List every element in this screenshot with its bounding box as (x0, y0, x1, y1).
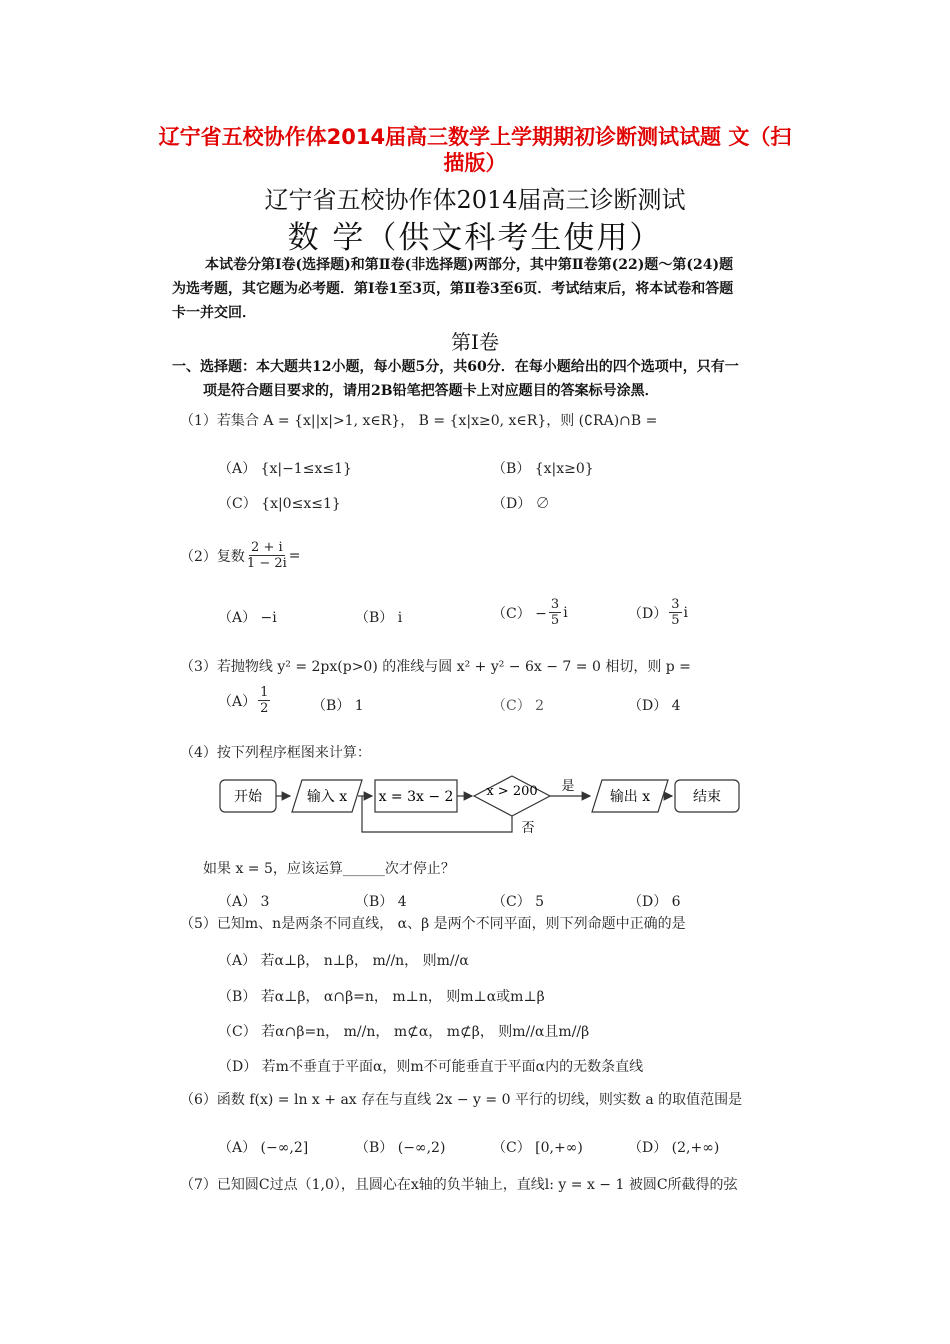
q4-question: 如果 x = 5，应该运算______次才停止？ (203, 861, 455, 877)
q2-option-b: （B） i (355, 610, 403, 626)
q5-stem: （5）已知m、n是两条不同直线， α、β 是两个不同平面，则下列命题中正确的是 (180, 916, 686, 932)
q2-option-c-label: （C） − (492, 605, 547, 622)
q6-stem: （6）函数 f(x) = ln x + ax 存在与直线 2x − y = 0 平行的切线，则实数 a 的取值范围是 (180, 1092, 743, 1108)
q4-option-d: （D） 6 (628, 894, 681, 910)
flow-decision-label: x > 200 (486, 784, 538, 799)
q6-option-d: （D） (2,+∞) (628, 1140, 720, 1156)
q2-prefix: （2）复数 (180, 548, 245, 565)
flow-start-label: 开始 (234, 789, 262, 805)
q6-option-b: （B） (−∞,2) (355, 1140, 446, 1156)
q3-option-d: （D） 4 (628, 698, 681, 714)
flow-no-label: 否 (521, 821, 535, 836)
q2-option-d (628, 597, 688, 628)
section-title: 第Ⅰ卷 (451, 330, 499, 354)
q2-option-d-fraction (669, 597, 681, 628)
q5-option-c: （C） 若α∩β=n， m//n， m⊄α， m⊄β， 则m//α且m//β (218, 1024, 590, 1040)
flow-yes-label: 是 (561, 779, 575, 794)
q4-option-b: （B） 4 (355, 894, 407, 910)
q2-numerator: 2 + i (251, 540, 283, 555)
intro-line-3: 卡一并交回． (172, 305, 256, 321)
document-title-line2: 描版） (443, 151, 507, 175)
q2-stem (180, 540, 301, 571)
q6-option-a: （A） (−∞,2] (218, 1140, 309, 1156)
intro-line-1: 本试卷分第Ⅰ卷(选择题)和第Ⅱ卷(非选择题)两部分，其中第Ⅱ卷第(22)题～第(24)题 (205, 257, 734, 273)
q7-stem: （7）已知圆C过点（1,0），且圆心在x轴的负半轴上，直线l: y = x − 1 被圆C所截得的弦 (180, 1177, 738, 1193)
exam-subject: 数 学（供文科考生使用） (287, 220, 663, 256)
q2-option-d-num: 3 (671, 597, 680, 612)
q2-option-d-den: 5 (671, 613, 680, 628)
q1-option-b: （B） {x|x≥0} (492, 461, 594, 477)
q6-option-c: （C） [0,+∞) (492, 1140, 583, 1156)
q2-option-c-fraction (549, 597, 561, 628)
q5-option-d: （D） 若m不垂直于平面α，则m不可能垂直于平面α内的无数条直线 (218, 1059, 644, 1075)
q2-suffix: = (288, 547, 301, 564)
q4-option-a: （A） 3 (218, 894, 270, 910)
q5-option-b: （B） 若α⊥β， α∩β=n， m⊥n， 则m⊥α或m⊥β (218, 989, 545, 1005)
q3-stem: （3）若抛物线 y² = 2px(p>0) 的准线与圆 x² + y² − 6x − 7 = 0 相切，则 p = (180, 659, 691, 675)
q2-option-d-label: （D） (628, 605, 668, 622)
q3-option-b: （B） 1 (312, 698, 364, 714)
q3-option-a (218, 685, 272, 716)
q2-option-c-unit: i (563, 604, 568, 621)
flow-output-label: 输出 x (609, 789, 651, 805)
q4-flowchart (210, 770, 750, 840)
document-title-line1: 辽宁省五校协作体2014届高三数学上学期期初诊断测试试题 文（扫 (158, 125, 792, 149)
flow-process-label: x = 3x − 2 (378, 789, 454, 805)
q1-stem: （1）若集合 A = {x||x|>1, x∈R}， B = {x|x≥0, x∈R}，则 (∁RA)∩B = (180, 413, 658, 429)
q3-option-a-den: 2 (260, 701, 269, 716)
exam-title: 辽宁省五校协作体2014届高三诊断测试 (264, 186, 686, 214)
instructions-line-1: 一、选择题：本大题共12小题，每小题5分，共60分．在每小题给出的四个选项中，只有一 (172, 359, 739, 375)
q3-option-a-label: （A） (218, 693, 257, 710)
intro-line-2: 为选考题，其它题为必考题．第Ⅰ卷1至3页，第Ⅱ卷3至6页．考试结束后，将本试卷和答题 (172, 281, 734, 297)
q3-option-a-num: 1 (260, 685, 269, 700)
q4-option-c: （C） 5 (492, 894, 545, 910)
q1-option-a: （A） {x|−1≤x≤1} (218, 461, 352, 477)
q1-option-c: （C） {x|0≤x≤1} (218, 496, 341, 512)
q4-stem: （4）按下列程序框图来计算： (180, 745, 371, 761)
q1-option-d: （D） ∅ (492, 496, 550, 512)
q2-option-d-unit: i (683, 604, 688, 621)
instructions-line-2: 项是符合题目要求的，请用2B铅笔把答题卡上对应题目的答案标号涂黑． (203, 383, 659, 399)
q2-denominator: 1 − 2i (246, 556, 287, 571)
q3-option-a-fraction (258, 685, 270, 716)
flow-input-label: 输入 x (306, 789, 348, 805)
q2-option-c-den: 5 (550, 613, 560, 628)
q5-option-a: （A） 若α⊥β， n⊥β， m//n， 则m//α (218, 953, 469, 969)
flow-end-label: 结束 (693, 789, 721, 805)
q2-fraction (247, 540, 287, 571)
q3-option-c: （C） 2 (492, 698, 545, 714)
q2-option-c-num: 3 (550, 597, 560, 612)
q2-option-c (492, 597, 568, 628)
q2-option-a: （A） −i (218, 610, 277, 626)
